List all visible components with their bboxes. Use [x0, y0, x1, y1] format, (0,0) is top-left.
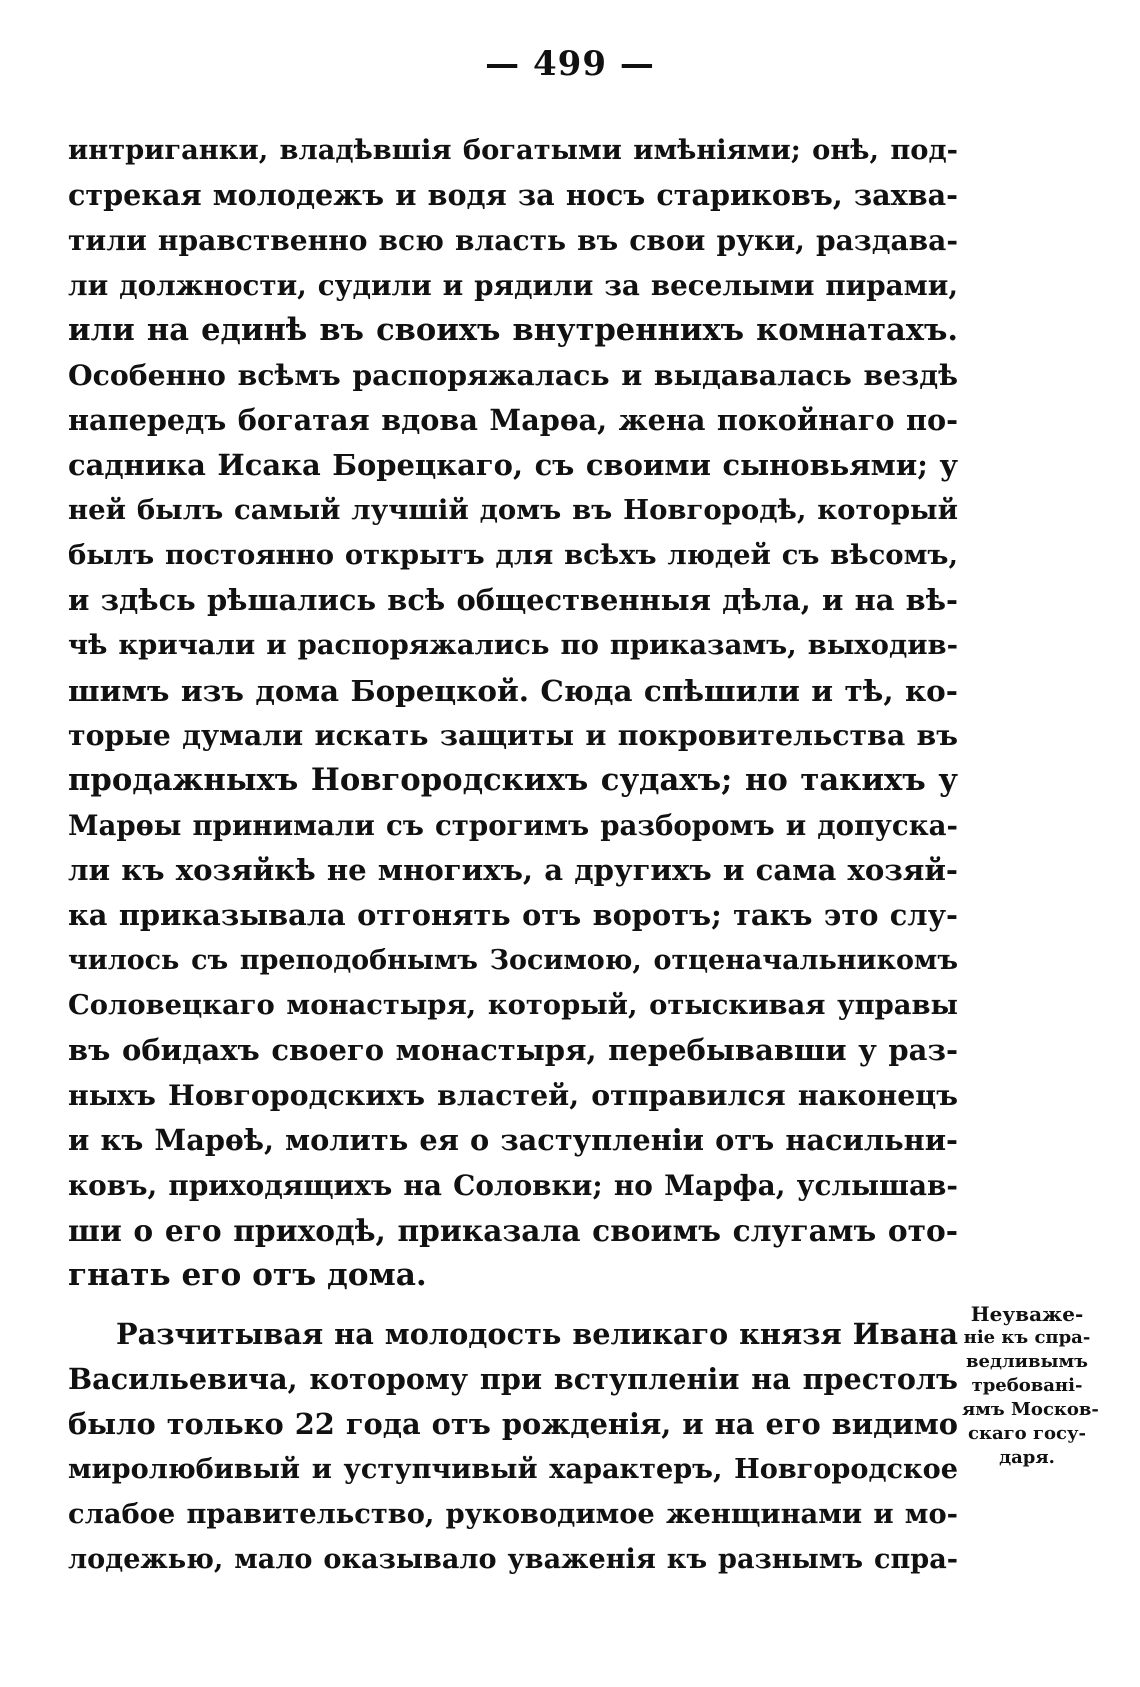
- text-line: шимъ изъ дома Борецкой. Сюда спѣшили и тѣ, ко-: [68, 673, 958, 708]
- marginal-note-line: ніе къ спра-: [963, 1327, 1091, 1348]
- text-line: лодежью, мало оказывало уваженія къ разнымъ спра-: [68, 1544, 958, 1575]
- text-line: Васильевича, которому при вступленіи на престолъ: [68, 1362, 958, 1396]
- marginal-note-line: даря.: [999, 1447, 1055, 1468]
- text-line: тили нравственно всю власть въ свои руки, раздава-: [68, 224, 958, 257]
- text-line: ка приказывала отгонять отъ воротъ; такъ это слу-: [68, 898, 958, 932]
- text-line: Разчитывая на молодость великаго князя Ивана: [116, 1317, 958, 1351]
- text-line: ней былъ самый лучшій домъ въ Новгородѣ, который: [68, 494, 958, 526]
- marginal-note-line: ямъ Москов-: [962, 1399, 1099, 1420]
- text-line: ли должности, судили и рядили за веселыми пирами,: [68, 269, 958, 302]
- text-line: миролюбивый и уступчивый характеръ, Новгородское: [68, 1454, 958, 1485]
- marginal-note: [962, 1302, 1099, 1470]
- marginal-note-line: требовані-: [971, 1375, 1083, 1396]
- paragraph-1: [68, 128, 958, 1298]
- text-line: ковъ, приходящихъ на Соловки; но Марфа, услышав-: [68, 1169, 958, 1202]
- text-line: гнать его отъ дома.: [68, 1257, 427, 1293]
- text-line: и къ Марѳѣ, молить ея о заступленіи отъ насильни-: [68, 1123, 958, 1157]
- text-line: Марѳы принимали съ строгимъ разборомъ и допуска-: [68, 809, 958, 842]
- text-line: слабое правительство, руководимое женщинами и мо-: [68, 1498, 958, 1530]
- text-line: продажныхъ Новгородскихъ судахъ; но такихъ у: [68, 762, 958, 798]
- text-line: стрекая молодежъ и водя за носъ стариковъ, захва-: [68, 178, 958, 212]
- text-line: торые думали искать защиты и покровительства въ: [68, 718, 958, 752]
- paragraph-2: [68, 1312, 958, 1582]
- text-line: напередъ богатая вдова Марѳа, жена покойнаго по-: [68, 403, 958, 437]
- text-line: или на единѣ въ своихъ внутреннихъ комнатахъ.: [68, 312, 958, 348]
- text-line: интриганки, владѣвшія богатыми имѣніями; онѣ, под-: [68, 134, 958, 166]
- page-number: — 499 —: [485, 44, 655, 84]
- text-line: было только 22 года отъ рожденія, и на его видимо: [68, 1407, 958, 1441]
- text-line: ли къ хозяйкѣ не многихъ, а другихъ и сама хозяй-: [68, 853, 958, 887]
- marginal-note-line: ведливымъ: [966, 1351, 1088, 1372]
- text-line: Особенно всѣмъ распоряжалась и выдавалась вездѣ: [68, 358, 958, 392]
- text-line: ши о его приходѣ, приказала своимъ слугамъ ото-: [68, 1213, 958, 1248]
- text-line: чилось съ преподобнымъ Зосимою, отценачальникомъ: [68, 945, 958, 976]
- body-text: [68, 128, 958, 1582]
- text-line: садника Исака Борецкаго, съ своими сыновьями; у: [68, 448, 958, 482]
- marginal-note-line: скаго госу-: [968, 1423, 1086, 1444]
- marginal-note-line: Неуваже-: [970, 1302, 1084, 1326]
- text-line: былъ постоянно открытъ для всѣхъ людей съ вѣсомъ,: [68, 539, 958, 571]
- text-line: и здѣсь рѣшались всѣ общественныя дѣла, и на вѣ-: [68, 583, 958, 617]
- text-line: чѣ кричали и распоряжались по приказамъ, выходив-: [68, 629, 958, 661]
- text-line: въ обидахъ своего монастыря, перебывавши у раз-: [68, 1033, 958, 1067]
- text-line: ныхъ Новгородскихъ властей, отправился наконецъ: [68, 1078, 958, 1112]
- text-line: Соловецкаго монастыря, который, отыскивая управы: [68, 989, 958, 1021]
